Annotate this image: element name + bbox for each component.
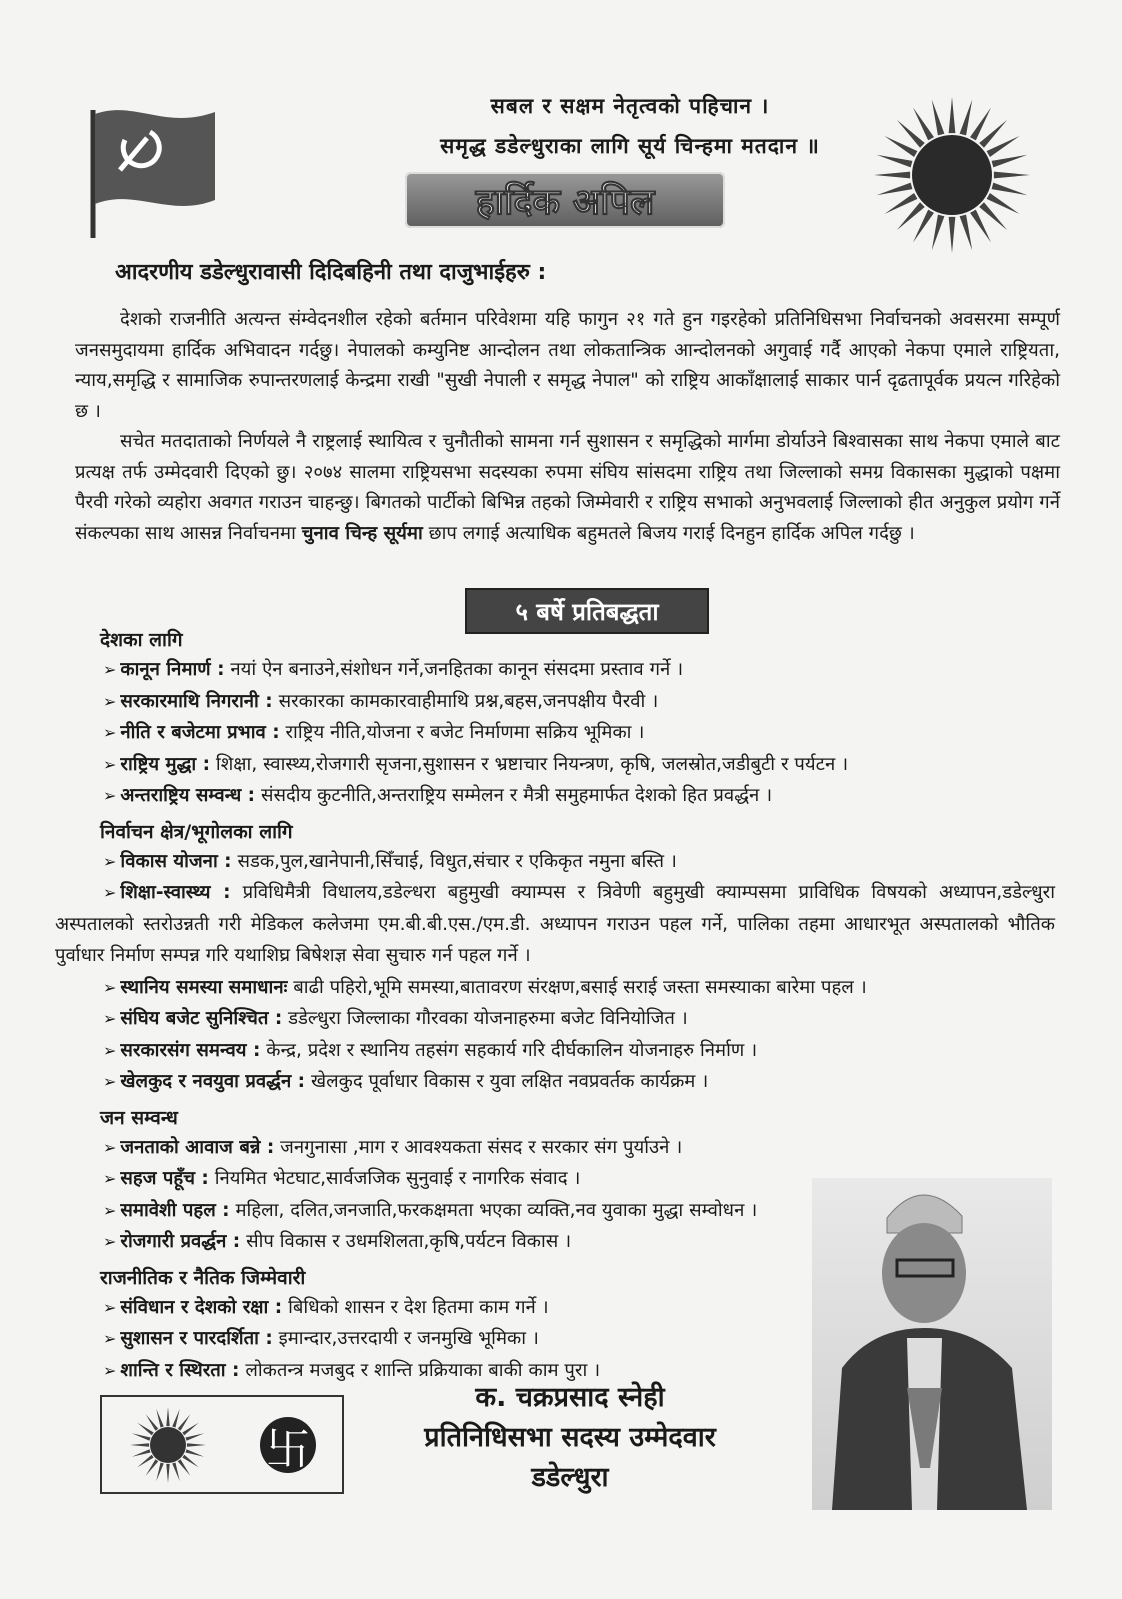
sun-ray xyxy=(994,172,1030,179)
item-text: सडक,पुल,खानेपानी,सिँचाई, विधुत,संचार र एकिकृत नमुना बस्ति । xyxy=(231,850,677,872)
arrow-bullet-icon: ➢ xyxy=(103,1169,117,1188)
section-heading: राजनीतिक र नैतिक जिम्मेवारी xyxy=(100,1266,306,1289)
sun-ray xyxy=(970,107,991,140)
candidate-position: प्रतिनिधिसभा सदस्य उम्मेदवार xyxy=(424,1422,716,1453)
sun-ray xyxy=(132,1449,151,1457)
sun-ray xyxy=(132,1433,151,1441)
sun-ray xyxy=(949,97,956,133)
section-heading: निर्वाचन क्षेत्र/भूगोलका लागि xyxy=(100,820,293,843)
sun-ray xyxy=(166,1407,169,1426)
arrow-bullet-icon: ➢ xyxy=(103,723,117,742)
sun-ray xyxy=(960,100,973,136)
item-label: विकास योजना : xyxy=(120,850,232,872)
sun-ray xyxy=(884,193,917,214)
commitment-item xyxy=(55,717,1055,749)
item-text: नियमित भेटघाट,सार्वजजिक सुनुवाई र नागरिक संवाद । xyxy=(208,1168,581,1189)
arrow-bullet-icon: ➢ xyxy=(103,977,117,997)
sun-ray xyxy=(987,136,1020,157)
arrow-bullet-icon: ➢ xyxy=(103,1329,117,1348)
appeal-body xyxy=(75,305,1060,549)
arrow-bullet-icon: ➢ xyxy=(103,754,117,774)
paragraph-2 xyxy=(75,427,1060,549)
sun-ray xyxy=(913,210,934,243)
item-label: समावेशी पहल : xyxy=(120,1199,230,1221)
arrow-bullet-icon: ➢ xyxy=(103,1200,117,1220)
paragraph-2-text: सचेत मतदाताको निर्णयले नै राष्ट्रलाई स्थायित्व र चुनौतीको सामना गर्न सुशासन र समृद्धिको मार्गमा डोर्याउने बिश्वासका साथ नेकपा एमाले बाट प्रत्यक्ष तर्फ उम्मेदवारी दिएको छु। २०७४ सालमा राष्ट्रियसभा सदस्यका रुपमा संघिय सांसदमा राष्ट्रिय तथा जिल्लाको समग्र विकासका मुद्धाको पक्षमा पैरवी गरेको व्यहोरा अवगत गराउन चाहन्छु। बिगतको पार्टीको बिभिन्न तहको जिम्मेवारी र राष्ट्रिय सभाको अनुभवलाई जिल्लाको हीत अनुकुल प्रयोग गर्ने संकल्पका साथ आसन्न निर्वाचनमा xyxy=(75,431,1060,544)
swastika-icon: 卐 xyxy=(260,1417,316,1473)
commitment-item xyxy=(55,780,1055,812)
item-label: राष्ट्रिय मुद्धा : xyxy=(120,753,211,775)
item-text: लोकतन्त्र मजबुद र शान्ति प्रक्रियाका बाकी काम पुरा । xyxy=(239,1359,601,1381)
item-text: जनगुनासा ,माग र आवश्यकता संसद र सरकार संग पुर्याउने । xyxy=(274,1136,683,1158)
item-text: महिला, दलित,जनजाति,फरकक्षमता भएका व्यक्ति,नव युवाका मुद्धा सम्वोधन । xyxy=(229,1199,758,1221)
sun-symbol-icon xyxy=(128,1405,208,1485)
commitment-item xyxy=(55,1066,1055,1098)
item-text: बिधिको शासन र देश हितमा काम गर्ने । xyxy=(282,1296,549,1318)
item-text: केन्द्र, प्रदेश र स्थानिय तहसंग सहकार्य गरि दीर्घकालिन योजनाहरु निर्माण । xyxy=(260,1039,758,1061)
sun-ray xyxy=(187,1443,206,1446)
item-label: शिक्षा-स्वास्थ्य : xyxy=(120,882,231,903)
item-label: सुशासन र पारदर्शिता : xyxy=(120,1328,273,1349)
symbols-box xyxy=(100,1395,344,1494)
commitment-item xyxy=(55,1035,1055,1067)
item-text: प्रविधिमैत्री विधालय,डडेल्धरा बहुमुखी क्याम्पस र त्रिवेणी बहुमुखी क्याम्पसमा प्राविधिक विषयको अध्यापन,डडेल्धुरा अस्पतालको स्तरोउन्नती गरी मेडिकल कलेजमा एम.बी.बी.एस./एम.डी. अध्यापन गराउन पहल गर्ने, पालिका तहमा आधारभूत अस्पतालको भौतिक पुर्वाधार निर्माण सम्पन्न गरि यथाशिघ्र बिषेशज्ञ सेवा सुचारु गर्न पहल गर्ने । xyxy=(55,882,1056,966)
sun-ray xyxy=(979,120,1007,148)
sun-ray xyxy=(137,1454,153,1467)
item-text: बाढी पहिरो,भूमि समस्या,बातावरण संरक्षण,बसाई सराई जस्ता समस्याका बारेमा पहल । xyxy=(287,976,867,998)
salutation: आदरणीय डडेल्धुरावासी दिदिबहिनी तथा दाजुभाईहरु : xyxy=(115,260,547,285)
sun-ray xyxy=(156,1408,164,1427)
sun-ray xyxy=(970,210,991,243)
item-label: शान्ति र स्थिरता : xyxy=(120,1359,240,1381)
sun-icon xyxy=(870,95,1035,255)
item-label: अन्तराष्ट्रिय सम्वन्ध : xyxy=(120,785,256,806)
commitment-item xyxy=(55,972,1055,1004)
candidate-photo xyxy=(812,1178,1052,1510)
commitment-item xyxy=(55,1132,1055,1164)
section-heading: जन सम्वन्ध xyxy=(100,1106,178,1129)
sun-ray xyxy=(146,1459,159,1475)
item-label: रोजगारी प्रवर्द्धन : xyxy=(120,1231,241,1252)
item-label: सहज पहूँच : xyxy=(120,1168,209,1189)
sun-ray xyxy=(960,215,973,251)
item-label: नीति र बजेटमा प्रभाव : xyxy=(120,722,280,743)
item-text: सीप विकास र उधमशिलता,कृषि,पर्यटन विकास । xyxy=(240,1231,572,1252)
party-flag-icon xyxy=(85,100,225,240)
sun-ray xyxy=(913,107,934,140)
sun-ray xyxy=(172,1408,180,1427)
sun-ray xyxy=(166,1463,169,1482)
sun-ray xyxy=(874,172,910,179)
item-label: सरकारमाथि निगरानी : xyxy=(120,690,273,712)
heartfelt-appeal-banner: हार्दिक अपिल xyxy=(405,172,725,228)
election-symbol-text: चुनाव चिन्ह सूर्यमा xyxy=(301,522,423,544)
arrow-bullet-icon: ➢ xyxy=(103,851,117,871)
sun-ray xyxy=(949,217,956,253)
sun-ray xyxy=(992,155,1028,168)
commitment-item xyxy=(55,1003,1055,1035)
arrow-bullet-icon: ➢ xyxy=(103,1009,117,1028)
sun-ray xyxy=(897,202,925,230)
closing-text: छाप लगाई अत्याधिक बहुमतले बिजय गराई दिनहुन हार्दिक अपिल गर्दछु । xyxy=(422,522,915,544)
arrow-bullet-icon: ➢ xyxy=(103,691,117,711)
sun-ray xyxy=(932,215,945,251)
arrow-bullet-icon: ➢ xyxy=(103,1297,117,1317)
item-text: नयां ऐन बनाउने,संशोधन गर्ने,जनहितका कानून संसदमा प्रस्ताव गर्ने । xyxy=(224,659,684,680)
item-text: शिक्षा, स्वास्थ्य,रोजगारी सृजना,सुशासन र भ्रष्टाचार नियन्त्रण, कृषि, जलस्रोत,जडीबुटी र पर्यटन । xyxy=(210,753,849,775)
sun-ray xyxy=(130,1443,149,1446)
sun-ray xyxy=(146,1414,159,1430)
signature-block xyxy=(360,1378,780,1498)
item-label: कानून निमार्ण : xyxy=(120,659,225,680)
sun-ray xyxy=(178,1414,191,1430)
candidate-name: क. चक्रप्रसाद स्नेही xyxy=(475,1382,665,1413)
item-label: सरकारसंग समन्वय : xyxy=(120,1039,261,1061)
sun-ray xyxy=(932,100,945,136)
item-label: संघिय बजेट सुनिश्चित : xyxy=(120,1008,283,1029)
item-text: राष्ट्रिय नीति,योजना र बजेट निर्माणमा सक्रिय भूमिका । xyxy=(279,722,645,743)
section-heading: देशका लागि xyxy=(100,629,183,651)
sun-ray xyxy=(156,1462,164,1481)
sun-ray xyxy=(172,1462,180,1481)
sun-ray xyxy=(979,202,1007,230)
sun-ray xyxy=(137,1422,153,1435)
item-text: डडेल्धुरा जिल्लाका गौरवका योजनाहरुमा बजेट विनियोजित । xyxy=(282,1008,688,1029)
arrow-bullet-icon: ➢ xyxy=(103,786,117,805)
arrow-bullet-icon: ➢ xyxy=(103,660,117,679)
sun-ray xyxy=(182,1454,198,1467)
sun-ray xyxy=(987,193,1020,214)
sun-ray xyxy=(877,155,913,168)
candidate-district: डडेल्धुरा xyxy=(531,1462,609,1493)
sun-ray xyxy=(897,120,925,148)
slogan-line-2: समृद्ध डडेल्धुराका लागि सूर्य चिन्हमा मतदान ॥ xyxy=(440,134,820,158)
item-text: सरकारका कामकारवाहीमाथि प्रश्न,बहस,जनपक्षीय पैरवी । xyxy=(272,690,659,712)
arrow-bullet-icon: ➢ xyxy=(103,1137,117,1157)
commitment-item xyxy=(55,686,1055,718)
sun-ray xyxy=(178,1459,191,1475)
sun-ray xyxy=(182,1422,198,1435)
item-label: जनताको आवाज बन्ने : xyxy=(120,1136,275,1158)
commitment-title: ५ बर्षे प्रतिबद्धता xyxy=(465,588,709,634)
item-label: स्थानिय समस्या समाधानः xyxy=(120,976,288,998)
commitment-item xyxy=(55,654,1055,686)
paragraph-1: देशको राजनीति अत्यन्त संम्वेदनशील रहेको बर्तमान परिवेशमा यहि फागुन २१ गते हुन गइरहेको प्रतिनिधिसभा निर्वाचनको अवसरमा सम्पूर्ण जनसमुदायमा हार्दिक अभिवादन गर्दछु। नेपालको कम्युनिष्ट आन्दोलन तथा लोकतान्त्रिक आन्दोलनको अगुवाई गर्दै आएको नेकपा एमाले राष्ट्रियता, न्याय,समृद्धि र सामाजिक रुपान्तरणलाई केन्द्रमा राखी "सुखी नेपाली र समृद्ध नेपाल" को राष्ट्रिय आकाँक्षालाई साकार पार्न दृढतापूर्वक प्रयत्न गरिहेको छ । xyxy=(75,309,1060,422)
item-text: खेलकुद पूर्वाधार विकास र युवा लक्षित नवप्रवर्तक कार्यक्रम । xyxy=(305,1071,709,1092)
item-label: संविधान र देशको रक्षा : xyxy=(120,1296,283,1318)
sun-ray xyxy=(185,1449,204,1457)
item-text: इमान्दार,उत्तरदायी र जनमुखि भूमिका । xyxy=(272,1328,539,1349)
commitment-item xyxy=(55,877,1055,972)
sun-ray xyxy=(992,183,1028,196)
slogan-line-1: सबल र सक्षम नेतृत्वको पहिचान । xyxy=(490,94,770,118)
arrow-bullet-icon: ➢ xyxy=(103,1072,117,1091)
item-label: खेलकुद र नवयुवा प्रवर्द्धन : xyxy=(120,1071,306,1092)
arrow-bullet-icon: ➢ xyxy=(103,883,117,902)
sun-ray xyxy=(185,1433,204,1441)
arrow-bullet-icon: ➢ xyxy=(103,1232,117,1251)
commitment-item xyxy=(55,846,1055,878)
arrow-bullet-icon: ➢ xyxy=(103,1040,117,1060)
arrow-bullet-icon: ➢ xyxy=(103,1360,117,1380)
sun-ray xyxy=(877,183,913,196)
item-text: संसदीय कुटनीति,अन्तराष्ट्रिय सम्मेलन र मैत्री समुहमार्फत देशको हित प्रवर्द्धन । xyxy=(255,785,773,806)
commitment-item xyxy=(55,749,1055,781)
sun-ray xyxy=(884,136,917,157)
